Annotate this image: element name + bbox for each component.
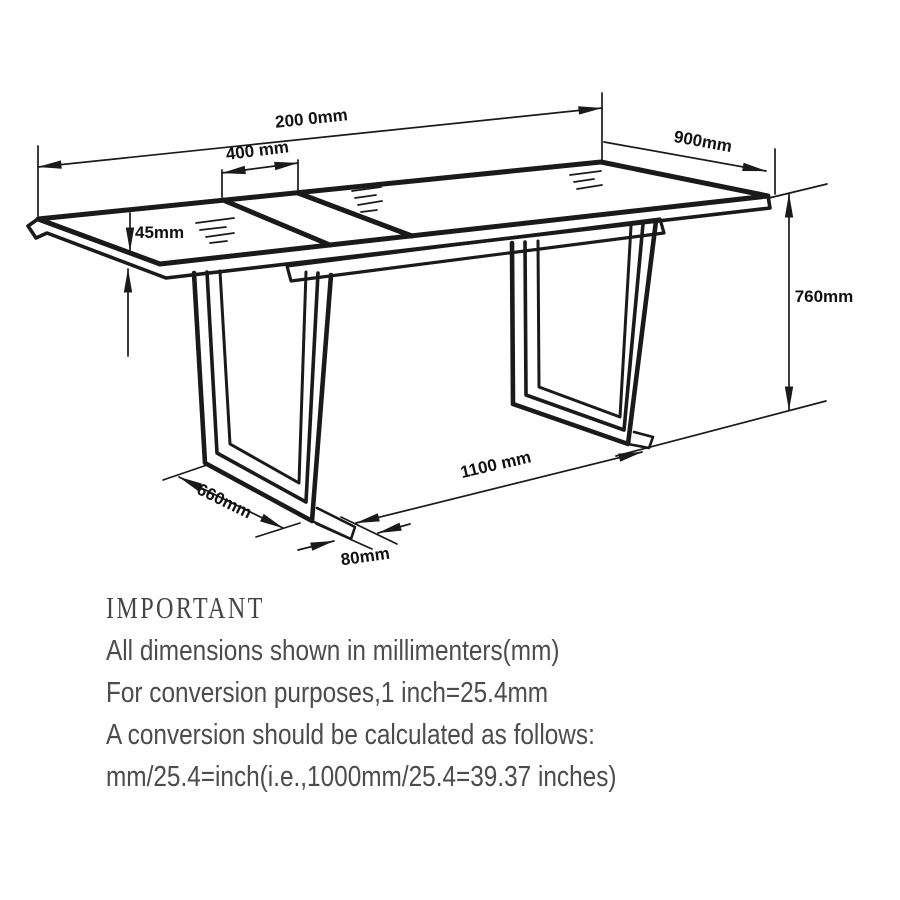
important-notes [106, 586, 714, 798]
notes-heading: IMPORTANT [106, 590, 265, 625]
dim-label-2000: 200 0mm [274, 105, 349, 132]
note-line-2: For conversion purposes,1 inch=25.4mm [106, 677, 549, 709]
right-leg [512, 221, 656, 448]
left-leg-inner [220, 271, 306, 483]
right-leg-inner [538, 226, 631, 417]
dim-label-1100: 1100 mm [458, 447, 533, 482]
dim-label-400: 400 mm [224, 137, 290, 164]
right-foot-end-face [628, 432, 653, 448]
dim-label-900: 900mm [672, 127, 734, 157]
tabletop-face [38, 162, 768, 264]
dim-label-80: 80mm [339, 543, 391, 570]
dim-label-45: 45mm [135, 223, 185, 242]
dim-label-660: 660mm [193, 479, 255, 523]
note-line-1: All dimensions shown in millimenters(mm) [106, 635, 560, 667]
note-line-3: A conversion should be calculated as follows: [106, 719, 595, 751]
note-line-4: mm/25.4=inch(i.e.,1000mm/25.4=39.37 inches) [106, 761, 617, 793]
dim-80-arrow-left [298, 541, 334, 550]
dim-660-ext-upper [163, 465, 207, 480]
dim-label-760: 760mm [794, 287, 854, 306]
dim-760-ext-floor [616, 401, 826, 456]
dim-80-arrow-right [378, 524, 410, 533]
left-foot-end-face [312, 508, 355, 539]
dim-760-ext-top [769, 184, 827, 198]
dim-400-line [222, 163, 298, 173]
